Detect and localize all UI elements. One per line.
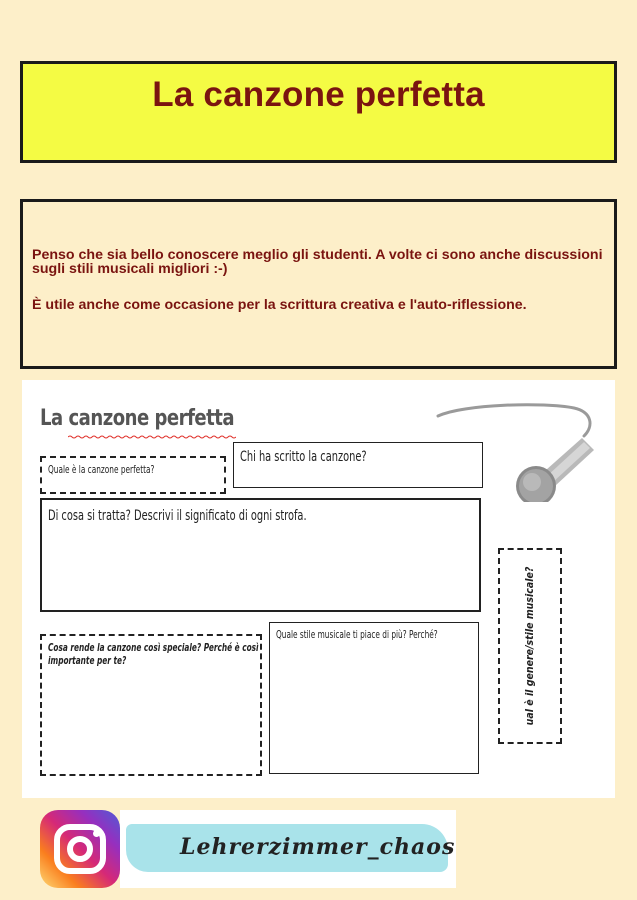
worksheet-preview xyxy=(22,380,615,798)
field-music-style[interactable] xyxy=(269,622,479,774)
field-song-author[interactable] xyxy=(233,442,483,488)
description-paragraph-1: Penso che sia bello conoscere meglio gli studenti. A volte ci sono anche discussioni sugli stili musicali migliori :-) xyxy=(32,247,603,277)
field-perfect-song-label: Quale è la canzone perfetta? xyxy=(48,464,155,476)
field-genre[interactable] xyxy=(498,548,562,744)
description-box xyxy=(20,199,617,369)
description-paragraph-2: È utile anche come occasione per la scrittura creativa e l'auto-riflessione. xyxy=(32,297,527,313)
field-song-author-label: Chi ha scritto la canzone? xyxy=(240,449,367,465)
worksheet-title: La canzone perfetta xyxy=(40,406,235,431)
field-music-style-label: Quale stile musicale ti piace di più? Perché? xyxy=(276,629,438,641)
field-song-special[interactable] xyxy=(40,634,262,776)
field-song-meaning[interactable] xyxy=(40,498,481,612)
instagram-handle[interactable]: Lehrerzimmer_chaos xyxy=(180,834,456,860)
field-song-special-label: Cosa rende la canzone così speciale? Perché è così importante per te? xyxy=(48,642,259,667)
field-song-meaning-label: Di cosa si tratta? Descrivi il significato di ogni strofa. xyxy=(48,508,307,524)
spellcheck-underline xyxy=(68,435,236,439)
instagram-icon[interactable] xyxy=(40,810,120,888)
field-genre-label: ual è il genere/stile musicale? xyxy=(524,566,536,726)
title-banner xyxy=(20,61,617,163)
field-perfect-song[interactable] xyxy=(40,456,226,494)
footer-banner xyxy=(40,810,456,888)
page-title: La canzone perfetta xyxy=(152,75,485,114)
